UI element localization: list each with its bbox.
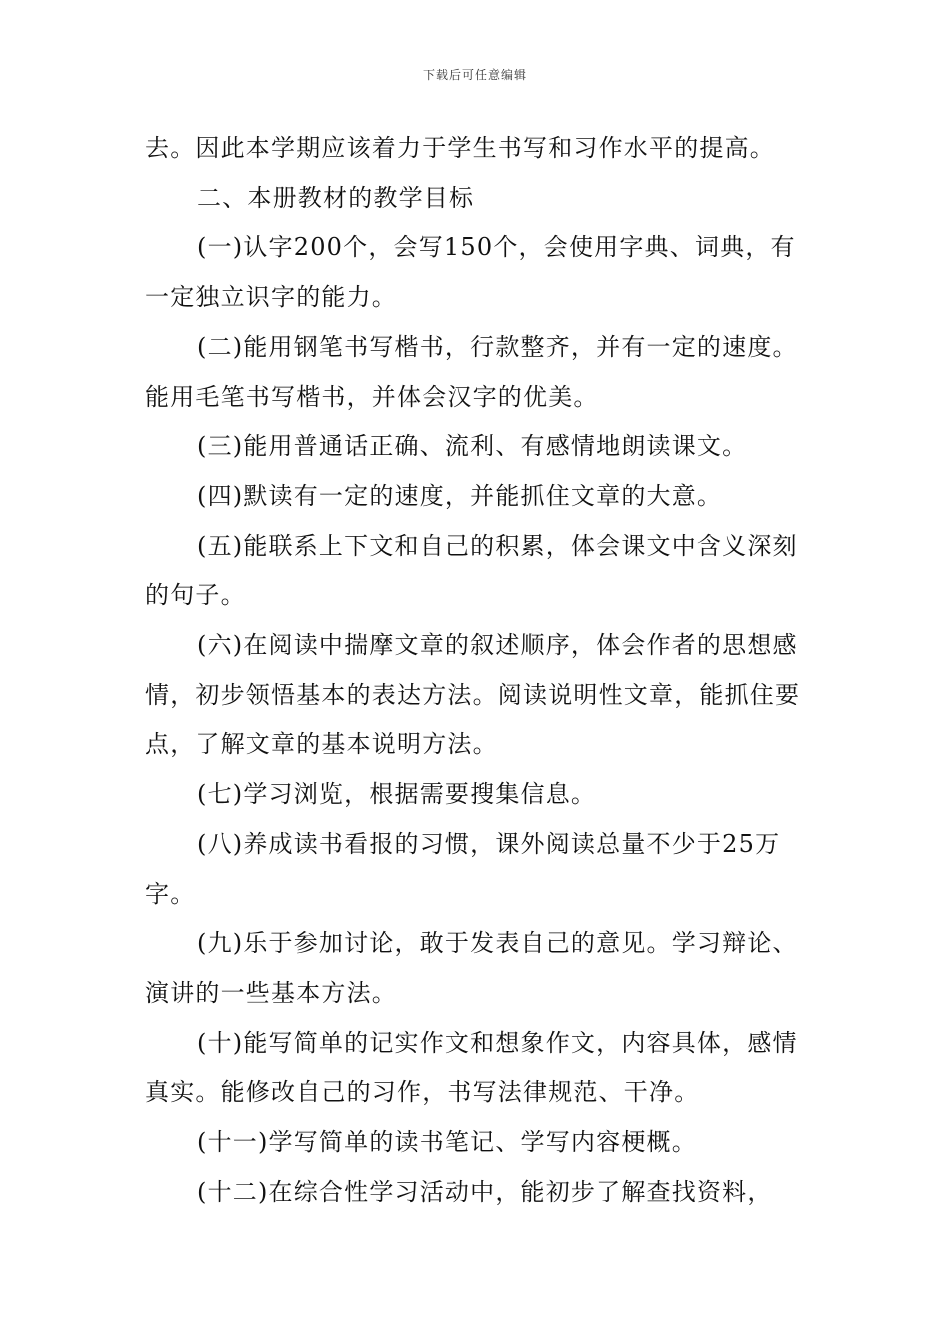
goal-item-6: (六)在阅读中揣摩文章的叙述顺序，体会作者的思想感情，初步领悟基本的表达方法。阅读说明性文章，能抓住要点，了解文章的基本说明方法。 (145, 631, 801, 759)
goal-item-9: (九)乐于参加讨论，敢于发表自己的意见。学习辩论、演讲的一些基本方法。 (145, 929, 798, 1007)
paragraph-continuation: 去。因此本学期应该着力于学生书写和习作水平的提高。 (145, 134, 775, 162)
goal-item-2: (二)能用钢笔书写楷书，行款整齐，并有一定的速度。能用毛笔书写楷书，并体会汉字的优美。 (145, 332, 798, 411)
goal-item-4: (四)默读有一定的速度，并能抓住文章的大意。 (197, 481, 723, 510)
goal-item-8: (八)养成读书看报的习惯，课外阅读总量不少于25万字。 (145, 829, 781, 908)
document-body (145, 124, 815, 1217)
goal-item-11: (十一)学写简单的读书笔记、学写内容梗概。 (197, 1128, 697, 1157)
goal-item-1: (一)认字200个，会写150个，会使用字典、词典，有一定独立识字的能力。 (145, 233, 796, 312)
goal-item-3: (三)能用普通话正确、流利、有感情地朗读课文。 (197, 432, 748, 461)
goal-item-10: (十)能写简单的记实作文和想象作文，内容具体，感情真实。能修改自己的习作，书写法律规范、干净。 (145, 1028, 798, 1107)
goal-item-12: (十二)在综合性学习活动中，能初步了解查找资料， (197, 1177, 773, 1206)
section-heading: 二、本册教材的教学目标 (197, 183, 475, 212)
goal-item-5: (五)能联系上下文和自己的积累，体会课文中含义深刻的句子。 (145, 531, 798, 610)
goal-item-7: (七)学习浏览，根据需要搜集信息。 (197, 780, 597, 809)
page-header: 下载后可任意编辑 (422, 68, 527, 82)
